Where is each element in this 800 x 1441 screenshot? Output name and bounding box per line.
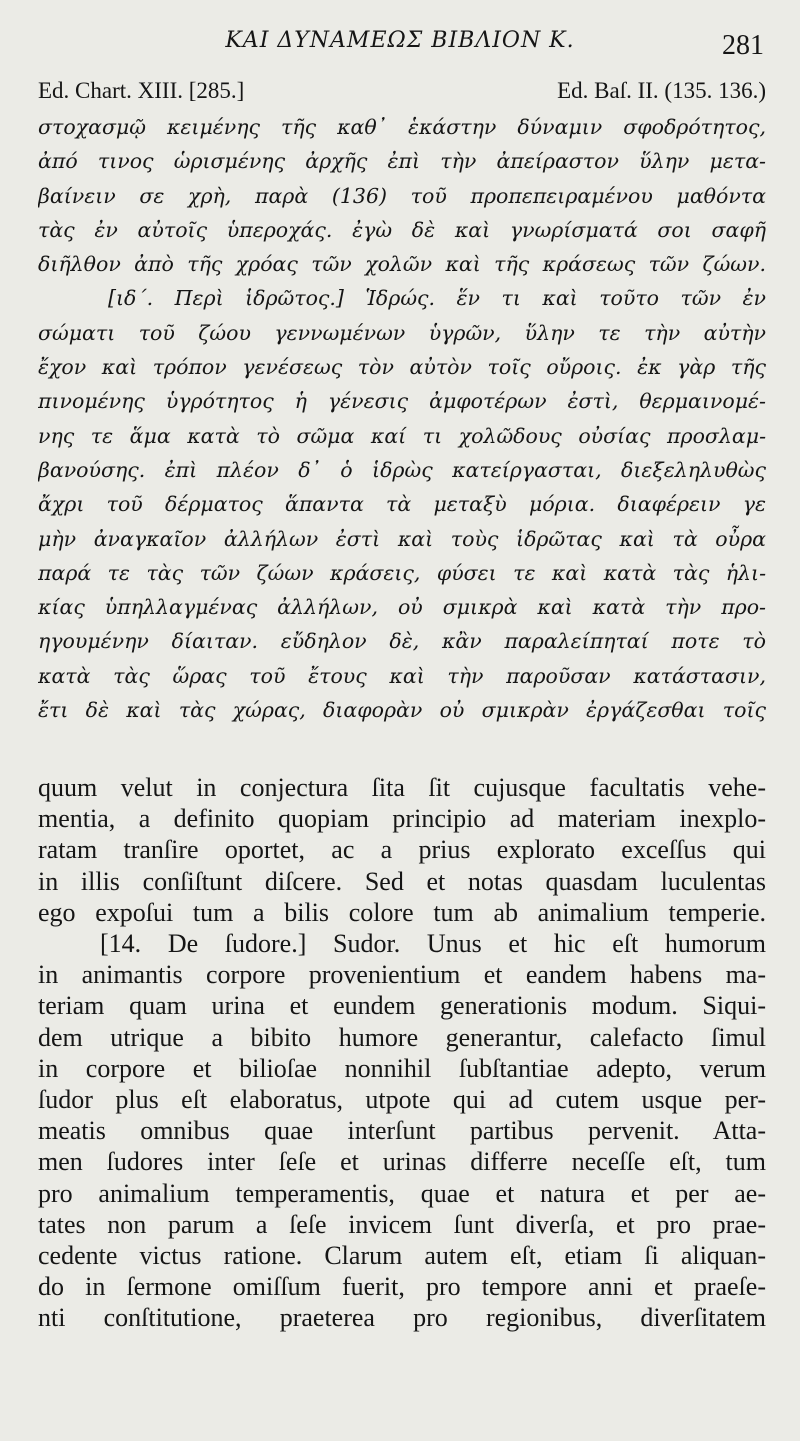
greek-line: διῆλθον ἀπὸ τῆς χρόας τῶν χολῶν καὶ τῆς κράσεως τῶν ζώων.: [38, 252, 766, 277]
latin-line: meatis omnibus quae interſunt partibus pervenit. Atta-: [38, 1116, 766, 1146]
edition-basel: Ed. Baſ. II. (135. 136.): [557, 78, 766, 103]
latin-line: nti conſtitutione, praeterea pro regionibus, diverſitatem: [38, 1303, 766, 1333]
greek-line: στοχασμῷ κειμένης τῆς καθ᾽ ἑκάστην δύναμιν σφοδρότητος,: [38, 115, 766, 139]
page-number: 281: [722, 30, 764, 61]
greek-line: μὴν ἀναγκαῖον ἀλλήλων ἐστὶ καὶ τοὺς ἱδρῶτας καὶ τὰ οὖρα: [38, 526, 766, 551]
greek-line: κίας ὑπηλλαγμένας ἀλλήλων, οὐ σμικρὰ καὶ κατὰ τὴν προ-: [38, 595, 766, 620]
running-title: ΚΑΙ ΔΥΝΑΜΕΩΣ ΒΙΒΛΙΟΝ Κ.: [225, 28, 575, 53]
latin-line: cedente victus ratione. Clarum autem eſt, etiam ſi aliquan-: [38, 1241, 766, 1271]
greek-line: νης τε ἅμα κατὰ τὸ σῶμα καί τι χολῶδους οὐσίας προσλαμ-: [38, 423, 766, 448]
latin-line: pro animalium temperamentis, quae et natura et per ae-: [38, 1178, 766, 1208]
greek-line: ἀπό τινος ὡρισμένης ἀρχῆς ἐπὶ τὴν ἀπείραστον ὕλην μετα-: [38, 149, 766, 174]
greek-section-heading-line: [ιδ΄. Περὶ ἱδρῶτος.] Ἱδρώς. ἕν τι καὶ τοῦτο τῶν ἐν: [108, 286, 766, 311]
latin-section-heading-line: [14. De ſudore.] Sudor. Unus et hic eſt humorum: [100, 929, 766, 959]
latin-line: ratam tranſire oportet, ac a prius explorato exceſſus qui: [38, 835, 766, 865]
latin-line: ego expoſui tum a bilis colore tum ab animalium temperie.: [38, 897, 766, 927]
greek-line: ἄχρι τοῦ δέρματος ἅπαντα τὰ μεταξὺ μόρια. διαφέρειν γε: [38, 492, 766, 517]
latin-line: in corpore et bilioſae nonnihil ſubſtantiae adepto, verum: [38, 1053, 766, 1083]
latin-line: do in ſermone omiſſum fuerit, pro tempore anni et praeſe-: [38, 1272, 766, 1302]
greek-line: πινομένης ὑγρότητος ἡ γένεσις ἀμφοτέρων ἐστὶ, θερμαινομέ-: [38, 389, 766, 414]
latin-line: quum velut in conjectura ſita ſit cujusque facultatis vehe-: [38, 773, 766, 802]
greek-line: βαίνειν σε χρὴ, παρὰ (136) τοῦ προπεπειραμένου μαθόντα: [38, 183, 766, 208]
latin-line: mentia, a definito quopiam principio ad materiam inexplo-: [38, 804, 766, 834]
greek-line: ηγουμένην δίαιταν. εὔδηλον δὲ, κἂν παραλείπηταί ποτε τὸ: [38, 629, 766, 654]
greek-line: κατὰ τὰς ὥρας τοῦ ἔτους καὶ τὴν παροῦσαν κατάστασιν,: [38, 663, 766, 688]
page-header: [0, 28, 800, 64]
greek-text-block: [38, 110, 766, 727]
latin-line: men ſudores inter ſeſe et urinas differre neceſſe eſt, tum: [38, 1147, 766, 1177]
latin-line: ſudor plus eſt elaboratus, utpote qui ad cutem usque per-: [38, 1085, 766, 1115]
greek-line: τὰς ἐν αὐτοῖς ὑπεροχάς. ἐγὼ δὲ καὶ γνωρίσματά σοι σαφῆ: [38, 217, 766, 242]
latin-line: in illis conſiſtunt diſcere. Sed et notas quasdam luculentas: [38, 866, 766, 896]
greek-line: ἔτι δὲ καὶ τὰς χώρας, διαφορὰν οὐ σμικρὰν ἐργάζεσθαι τοῖς: [38, 698, 766, 723]
greek-line: βανούσης. ἐπὶ πλέον δ᾽ ὁ ἱδρὼς κατείργασται, διεξεληλυθὼς: [38, 457, 766, 482]
latin-line: dem utrique a bibito humore generantur, calefacto ſimul: [38, 1022, 766, 1052]
latin-line: teriam quam urina et eundem generationis modum. Siqui-: [38, 991, 766, 1021]
edition-chartier: Ed. Chart. XIII. [285.]: [38, 78, 245, 103]
latin-text-block: [38, 772, 766, 1334]
greek-line: σώματι τοῦ ζώου γεννωμένων ὑγρῶν, ὕλην τε τὴν αὐτὴν: [38, 320, 766, 345]
latin-line: in animantis corpore provenientium et eandem habens ma-: [38, 960, 766, 990]
greek-line: παρά τε τὰς τῶν ζώων κράσεις, φύσει τε καὶ κατὰ τὰς ἡλι-: [38, 560, 766, 585]
latin-line: tates non parum a ſeſe invicem ſunt diverſa, et pro prae-: [38, 1209, 766, 1239]
edition-references: [38, 78, 766, 108]
greek-line: ἔχον καὶ τρόπον γενέσεως τὸν αὐτὸν τοῖς οὔροις. ἐκ γὰρ τῆς: [38, 355, 766, 380]
